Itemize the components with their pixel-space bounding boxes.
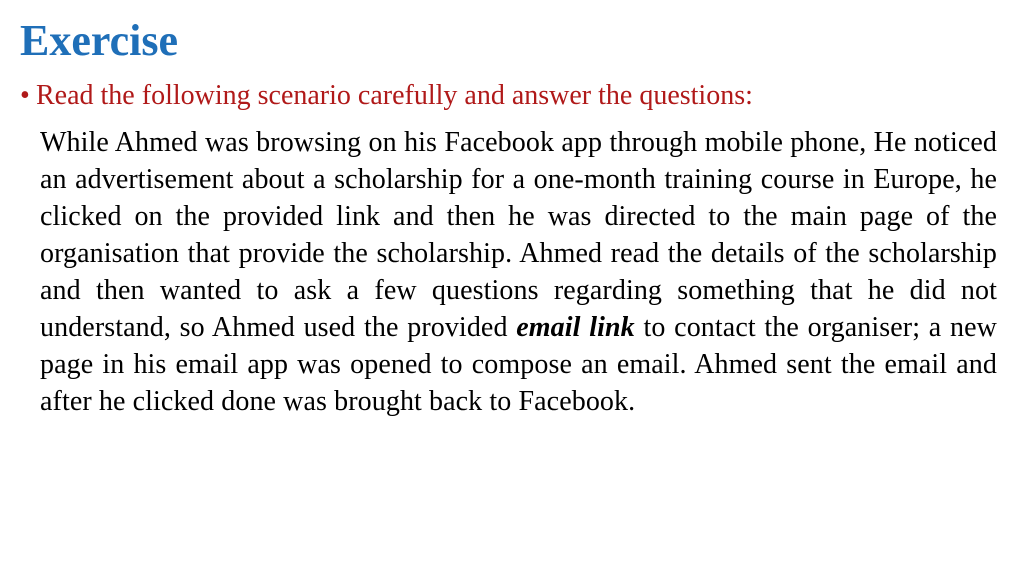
instruction-bullet [20, 77, 1000, 115]
scenario-text-before: While Ahmed was browsing on his Facebook app through mobile phone, He noticed an advertisement about a scholarship for a one-month training course in Europe, he clicked on the provided link and then he was directed to the main page of the organisation that provide the scholarship. Ahmed read the details of the scholarship and then wanted to ask a few questions regarding something that he did not understand, so Ahmed used the provided [40, 127, 997, 343]
instruction-text: Read the following scenario carefully and answer the questions: [36, 80, 753, 111]
scenario-text-after: to contact the organiser; a new page in his email app was opened to compose an email. Ahmed sent the email and after he clicked done was brought back to Facebook. [40, 312, 997, 417]
scenario-paragraph [40, 124, 997, 420]
bullet-icon: • [20, 80, 30, 111]
slide-title: Exercise [20, 16, 179, 65]
scenario-emphasis-email-link: email link [516, 312, 635, 343]
